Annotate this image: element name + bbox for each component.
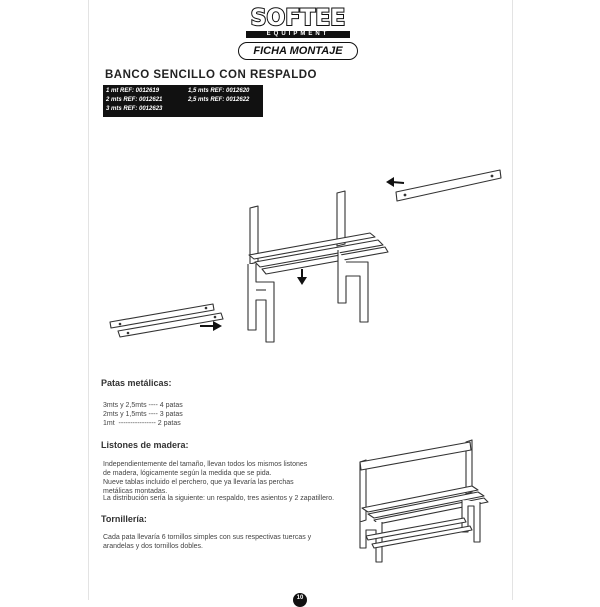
screw-hole	[205, 307, 208, 310]
doc-type-badge: FICHA MONTAJE	[238, 42, 358, 60]
page-number: 10	[293, 593, 307, 607]
backrest-slat	[396, 170, 501, 201]
screw-hole	[214, 316, 217, 319]
arrow-right-head	[213, 321, 222, 331]
patas-line: 3mts y 2,5mts ---- 4 patas	[103, 402, 183, 409]
arrow-left-head	[386, 177, 394, 187]
section-heading-listones: Listones de madera:	[101, 440, 189, 450]
patas-line: 1mt ---------------- 2 patas	[103, 420, 181, 427]
right-leg-frame	[338, 250, 368, 322]
listones-line: Independientemente del tamaño, llevan todos los mismos listones	[103, 461, 308, 468]
screw-hole	[404, 194, 407, 197]
screw-hole	[119, 323, 122, 326]
arrow-down-head	[297, 277, 307, 285]
tornilleria-line: arandelas y dos tornillos dobles.	[103, 543, 204, 550]
listones-line: La distribución sería la siguiente: un respaldo, tres asientos y 2 zapatillero.	[103, 495, 335, 502]
assembled-left-leg	[360, 522, 382, 562]
page-title: BANCO SENCILLO CON RESPALDO	[105, 69, 317, 81]
brand-sub: EQUIPMENT	[246, 31, 350, 38]
screw-hole	[491, 175, 494, 178]
listones-line: de madera, lógicamente según la medida que se pida.	[103, 470, 272, 477]
section-heading-tornilleria: Tornillería:	[101, 514, 147, 524]
reference-item: 3 mts REF: 0012623	[106, 106, 163, 112]
patas-line: 2mts y 1,5mts ---- 3 patas	[103, 411, 183, 418]
reference-item: 2 mts REF: 0012621	[106, 97, 163, 103]
tornilleria-line: Cada pata llevaría 6 tornillos simples con sus respectivas tuercas y	[103, 534, 312, 541]
section-heading-patas: Patas metálicas:	[101, 378, 172, 388]
assembled-backrest	[360, 442, 471, 470]
reference-item: 1 mt REF: 0012619	[106, 88, 160, 94]
brand-name: SOFTEE	[250, 6, 346, 31]
listones-line: metálicas montadas.	[103, 488, 168, 495]
reference-item: 1,5 mts REF: 0012620	[188, 88, 250, 94]
left-leg-frame	[248, 264, 274, 342]
listones-line: Nueve tablas incluido el perchero, que ya llevaría las perchas	[103, 479, 294, 486]
screw-hole	[127, 332, 130, 335]
reference-item: 2,5 mts REF: 0012622	[188, 97, 250, 103]
